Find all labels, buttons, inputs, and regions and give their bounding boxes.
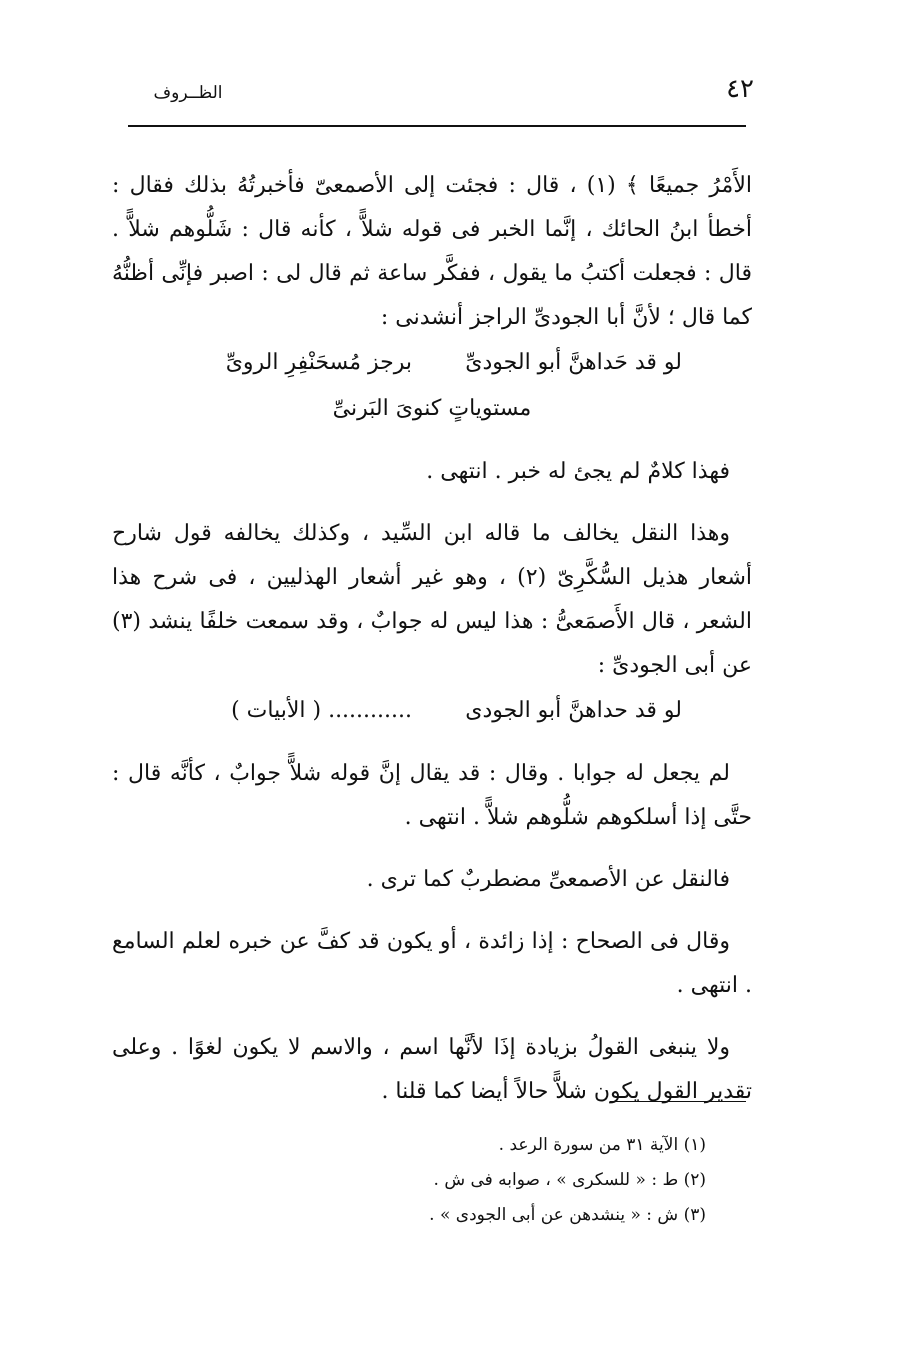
footnote-divider	[610, 1101, 746, 1102]
main-text	[112, 164, 752, 1114]
verse-2-hemistich-1: لو قد حداهنَّ أبو الجودى	[465, 698, 682, 723]
footnote-1: (١) الآية ٣١ من سورة الرعد .	[498, 1135, 706, 1155]
verse-1-hemistich-1: لو قد حَداهنَّ أبو الجودىِّ	[465, 350, 682, 375]
footnotes	[226, 1128, 706, 1233]
verse-1-line-2: مستوياتٍ كنوىَ البَرنىِّ	[332, 396, 532, 421]
paragraph-1: الأَمْرُ جميعًا ﴾ (١) ، قال : فجئت إلى الأصمعىّ فأخبرتُهُ بذلك فقال : أخطأ ابنُ الحائك ، إنَّما الخبر فى قوله شلاًّ ، كأنه قال : شَلُّوهم شلاًّ . قال : فجعلت أكتبُ ما يقول ، ففكَّر ساعة ثم قال لى : اصبر فإنِّى أظنُّهُ كما قال ؛ لأنَّ أبا الجودىِّ الراجز أنشدنى :	[112, 173, 753, 330]
spacer	[112, 1008, 752, 1026]
spacer	[112, 902, 752, 920]
paragraph-6: وقال فى الصحاح : إذا زائدة ، أو يكون قد كفَّ عن خبره لعلم السامع . انتهى .	[112, 929, 752, 998]
spacer	[112, 494, 752, 512]
page-number: ٤٢	[726, 74, 754, 104]
paragraph-3: وهذا النقل يخالف ما قاله ابن السِّيد ، وكذلك يخالفه قول شارح أشعار هذيل السُّكَّرِىّ (٢) ، وهو غير أشعار الهذليين ، فى شرح هذا الشعر ، قال الأَصمَعىُّ : هذا ليس له جوابٌ ، وقد سمعت خلفًا ينشد (٣) عن أبى الجودىِّ :	[112, 521, 753, 678]
paragraph-7: ولا ينبغى القولُ بزيادة إذَا لأنَّها اسم ، والاسم لا يكون لغوًا . وعلى تقدير القول يكون شلاًّ حالاً أيضا كما قلنا .	[112, 1035, 752, 1104]
footnote-3: (٣) ش : « ينشدهن عن أبى الجودى » .	[429, 1205, 706, 1225]
paragraph-2: فهذا كلامٌ لم يجئ له خبر . انتهى .	[426, 459, 730, 484]
paragraph-5: فالنقل عن الأصمعىِّ مضطربٌ كما ترى .	[366, 867, 730, 892]
paragraph-4: لم يجعل له جوابا . وقال : قد يقال إنَّ قوله شلاًّ جوابٌ ، كأنَّه قال : حتَّى إذا أسلكوهم شلُّوهم شلاًّ . انتهى .	[112, 761, 752, 830]
verse-1-line-1	[112, 340, 752, 386]
verse-1-hemistich-2: برجز مُسحَنْفِرِ الروىِّ	[225, 350, 412, 375]
spacer	[112, 734, 752, 752]
spacer	[112, 432, 752, 450]
header-divider	[128, 125, 746, 127]
spacer	[112, 840, 752, 858]
verse-2-hemistich-2: ............ ( الأبيات )	[231, 698, 412, 723]
footnote-2: (٢) ط : « للسكرى » ، صوابه فى ش .	[433, 1170, 706, 1190]
verse-2-line-1	[112, 688, 752, 734]
running-title: الظــروف	[153, 83, 223, 103]
